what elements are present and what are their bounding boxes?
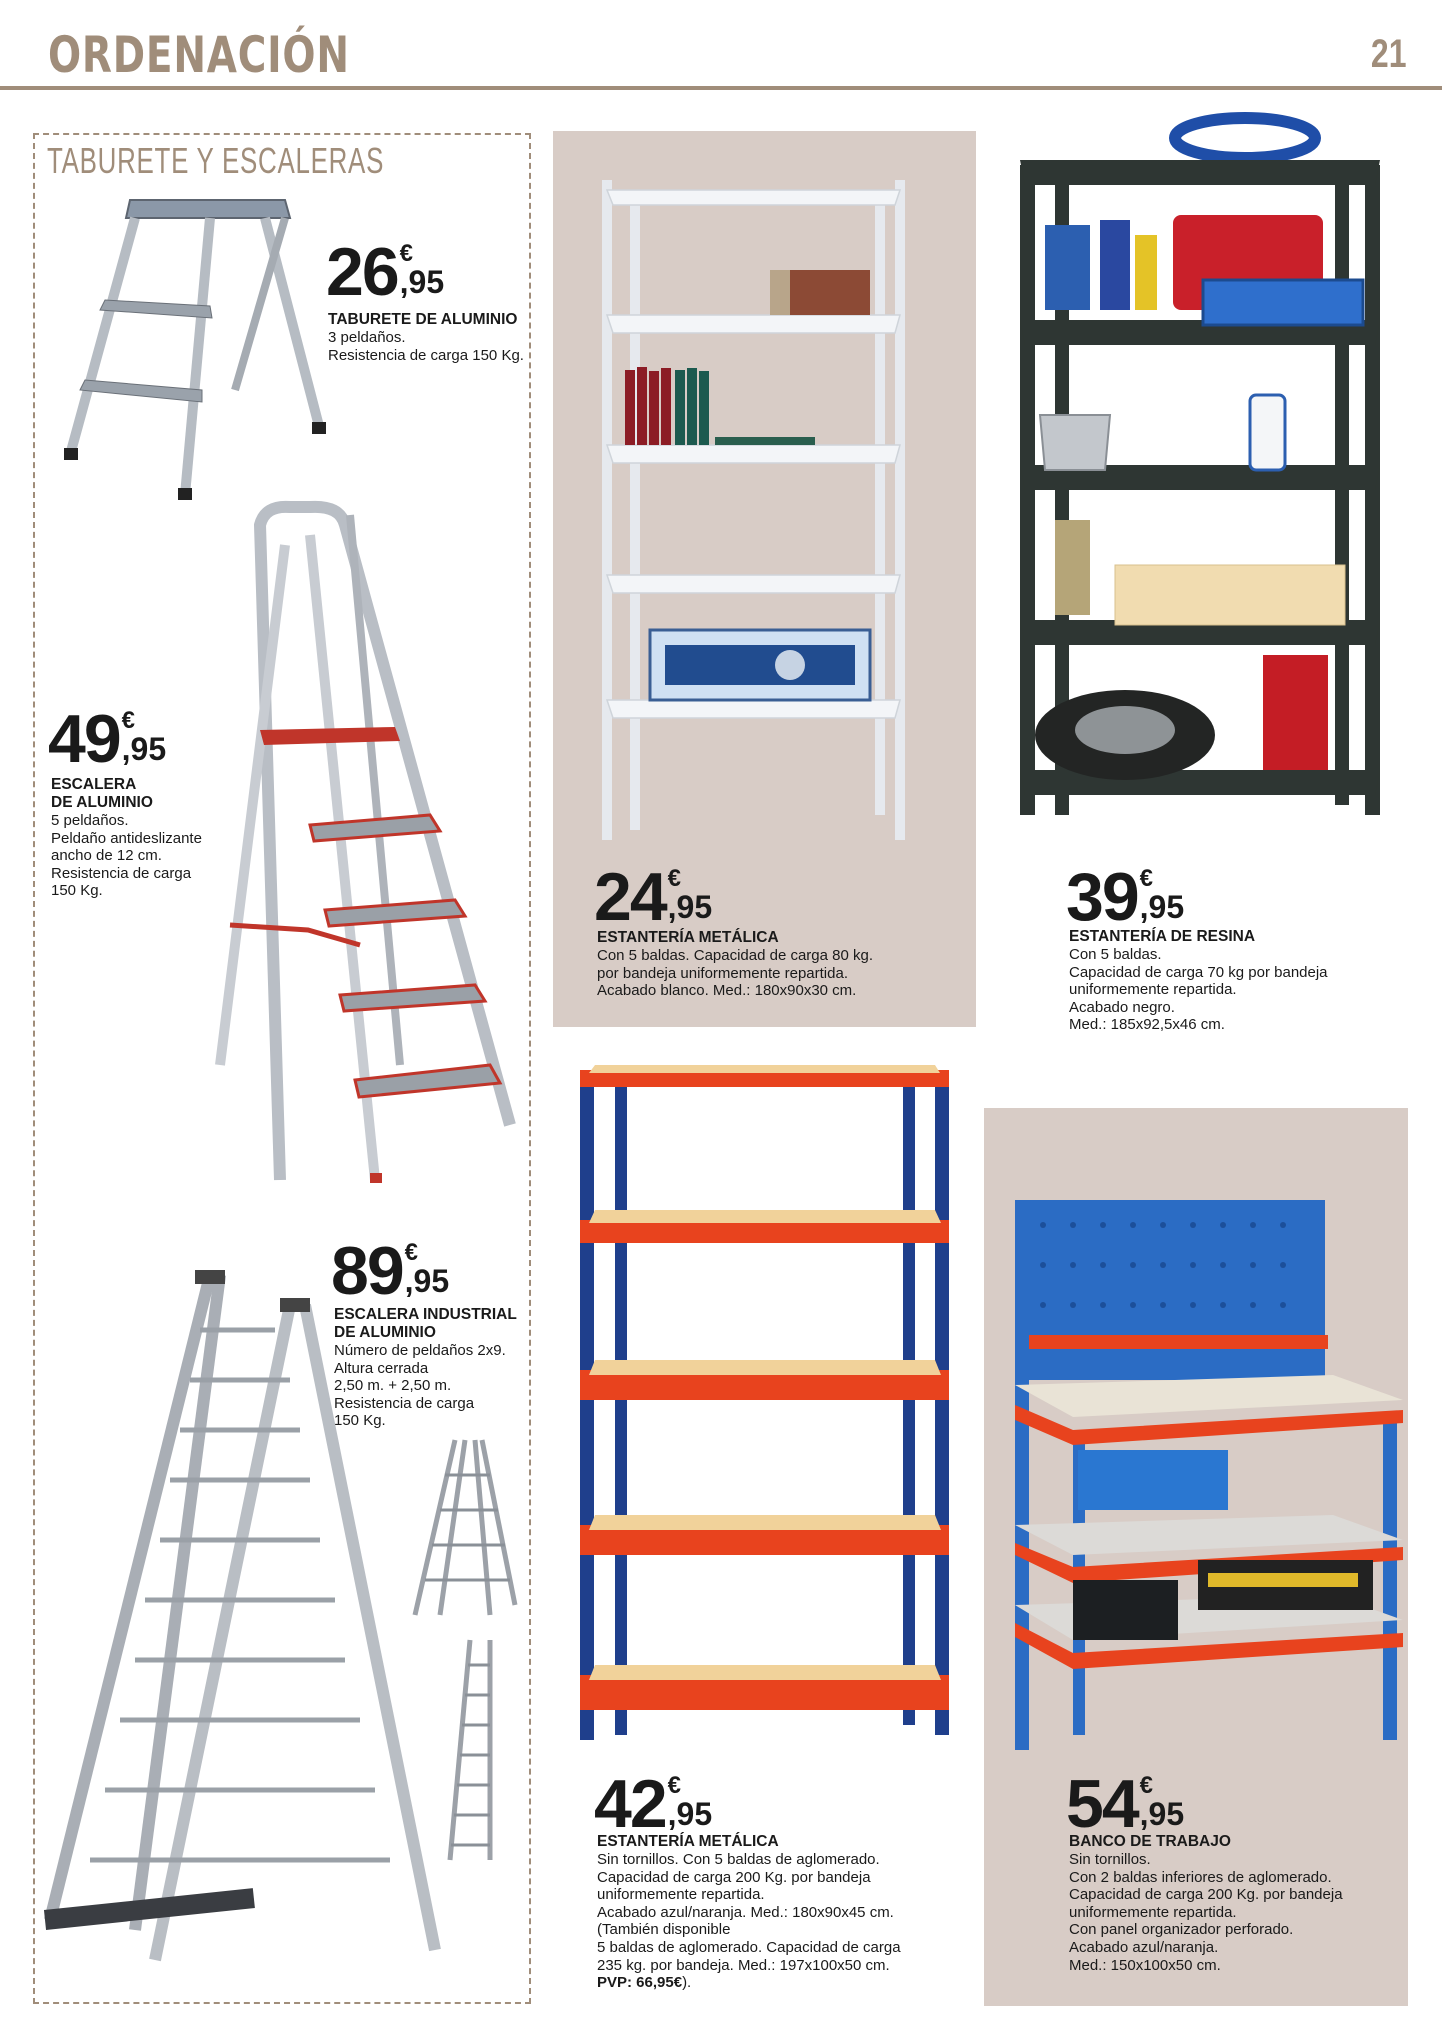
price-decimal: ,95	[667, 1796, 713, 1832]
step-stool-image	[60, 190, 340, 510]
product-title-blue-orange-shelf: ESTANTERÍA METÁLICA	[597, 1833, 779, 1850]
blue-orange-shelf-image	[575, 1065, 955, 1745]
product-description-workbench: Sin tornillos. Con 2 baldas inferiores de aglomerado. Capacidad de carga 200 Kg. por bandeja uniformemente repartida. Con panel organizador perforado. Acabado azul/naranja. Med.: 150x100x50 cm.	[1069, 1851, 1343, 1974]
price-integer: 42	[594, 1766, 666, 1842]
ladder-thumbnail-extended	[440, 1635, 510, 1865]
price-currency: €	[1139, 1772, 1153, 1799]
price-currency: €	[667, 865, 681, 892]
price-decimal: ,95	[1139, 1796, 1185, 1832]
ladder-thumbnail-a-frame	[410, 1435, 520, 1620]
price-tag-stool	[326, 234, 445, 310]
product-title-white-shelf: ESTANTERÍA METÁLICA	[597, 929, 779, 946]
price-decimal: ,95	[399, 264, 445, 300]
product-title-workbench: BANCO DE TRABAJO	[1069, 1833, 1231, 1850]
product-title-industrial-ladder: ESCALERA INDUSTRIAL DE ALUMINIO	[334, 1306, 517, 1341]
page-number: 21	[1370, 32, 1406, 76]
product-description-blue-orange-shelf: Sin tornillos. Con 5 baldas de aglomerado. Capacidad de carga 200 Kg. por bandeja uniformemente repartida. Acabado azul/naranja. Med.: 180x90x45 cm. (También disponible 5 baldas de aglomerado. Capacidad de carga 235 kg. por bandeja. Med.: 197x100x50 cm. PVP: 66,95€).	[597, 1851, 901, 1992]
page-title: ORDENACIÓN	[48, 26, 350, 84]
pvp-price: PVP: 66,95€	[597, 1974, 683, 1992]
section-title: TABURETE Y ESCALERAS	[47, 140, 385, 181]
price-decimal: ,95	[121, 731, 167, 767]
product-title-ladder: ESCALERA DE ALUMINIO	[51, 776, 153, 811]
price-tag-industrial-ladder	[331, 1233, 450, 1309]
price-tag-blue-orange-shelf	[594, 1766, 713, 1842]
resin-shelf-image	[1015, 110, 1385, 820]
price-decimal: ,95	[667, 889, 713, 925]
price-currency: €	[667, 1772, 681, 1799]
product-description-industrial-ladder: Número de peldaños 2x9. Altura cerrada 2,50 m. + 2,50 m. Resistencia de carga 150 Kg.	[334, 1342, 506, 1430]
product-title-stool: TABURETE DE ALUMINIO	[328, 311, 518, 328]
price-integer: 24	[594, 859, 666, 935]
price-integer: 39	[1066, 859, 1138, 935]
price-decimal: ,95	[404, 1263, 450, 1299]
price-currency: €	[404, 1239, 418, 1266]
price-tag-white-shelf	[594, 859, 713, 935]
price-currency: €	[399, 240, 413, 267]
price-currency: €	[1139, 865, 1153, 892]
white-metal-shelf-image	[595, 175, 925, 845]
price-tag-workbench	[1066, 1766, 1185, 1842]
price-tag-ladder	[48, 701, 167, 777]
product-description-resin-shelf: Con 5 baldas. Capacidad de carga 70 kg por bandeja uniformemente repartida. Acabado negro. Med.: 185x92,5x46 cm.	[1069, 946, 1328, 1034]
product-title-resin-shelf: ESTANTERÍA DE RESINA	[1069, 928, 1256, 945]
price-integer: 49	[48, 701, 120, 777]
price-decimal: ,95	[1139, 889, 1185, 925]
header-divider	[0, 86, 1442, 90]
workbench-image	[1013, 1195, 1408, 1755]
price-currency: €	[121, 707, 135, 734]
price-integer: 89	[331, 1233, 403, 1309]
product-description-ladder: 5 peldaños. Peldaño antideslizante ancho de 12 cm. Resistencia de carga 150 Kg.	[51, 812, 202, 900]
price-integer: 26	[326, 234, 398, 310]
aluminium-ladder-image	[190, 505, 520, 1185]
product-description-stool: 3 peldaños. Resistencia de carga 150 Kg.	[328, 329, 524, 364]
product-description-white-shelf: Con 5 baldas. Capacidad de carga 80 kg. por bandeja uniformemente repartida. Acabado blanco. Med.: 180x90x30 cm.	[597, 947, 874, 1000]
price-integer: 54	[1066, 1766, 1138, 1842]
price-tag-resin-shelf	[1066, 859, 1185, 935]
